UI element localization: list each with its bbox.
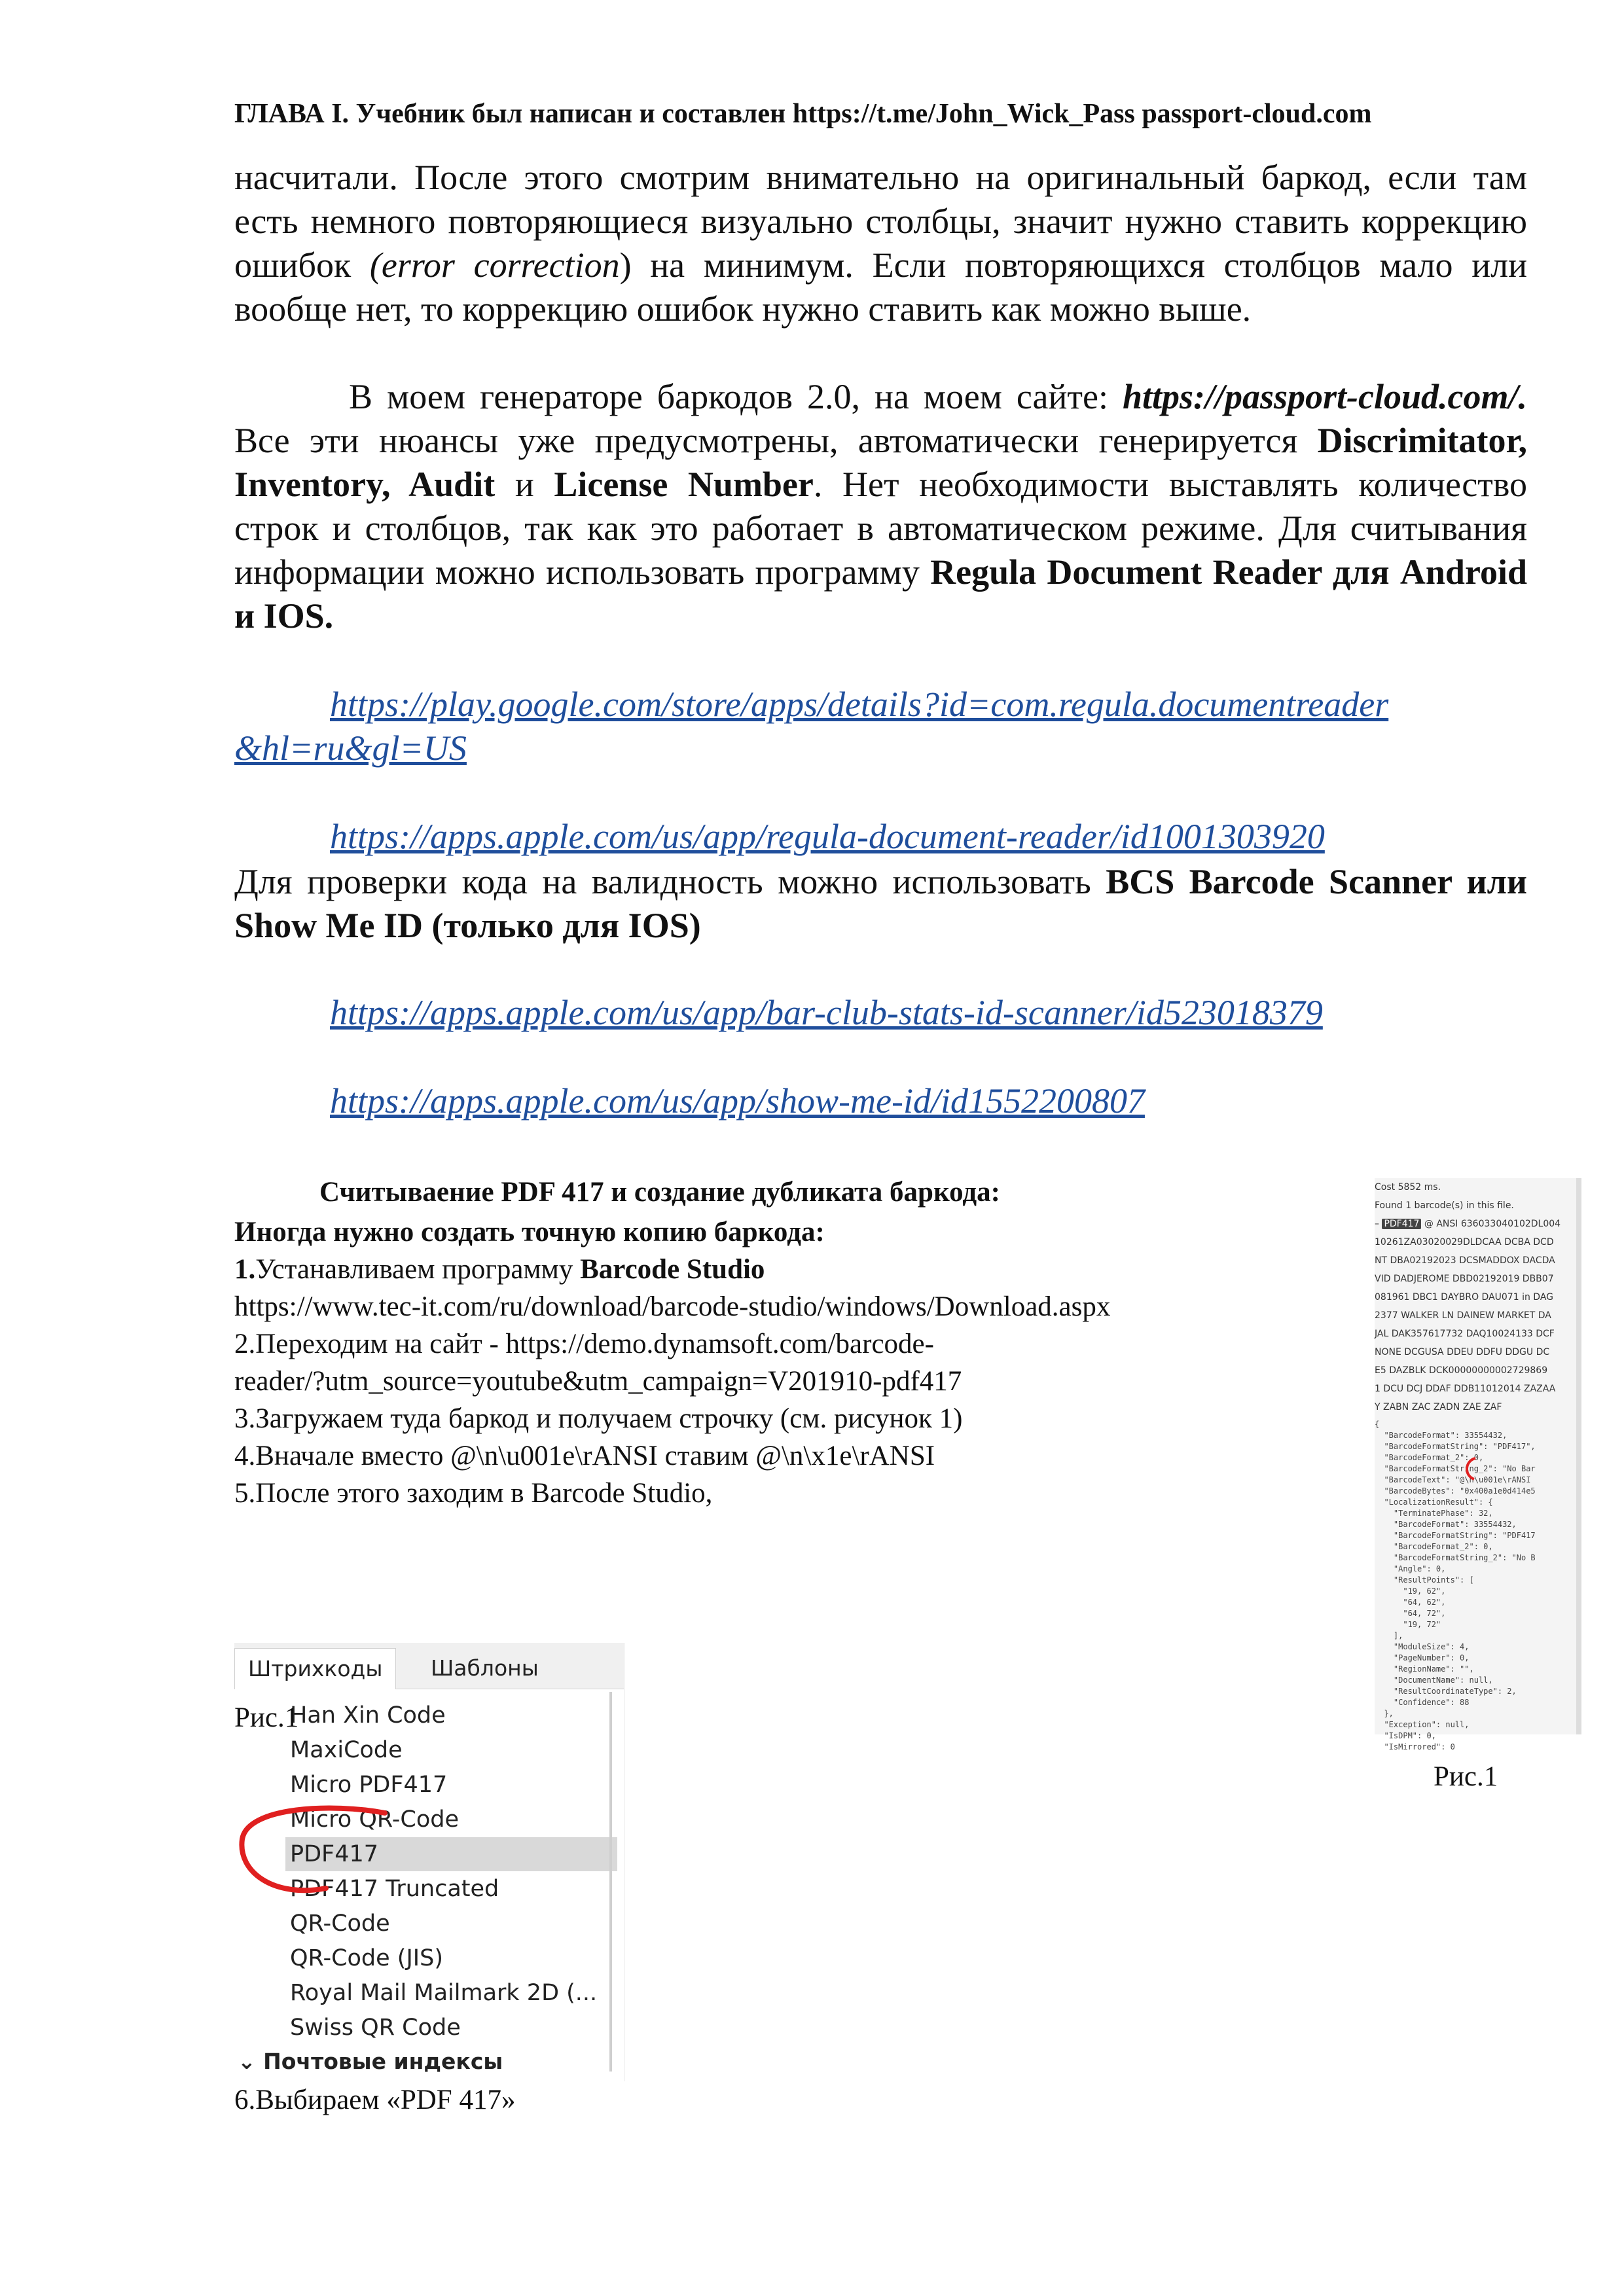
step-1-url[interactable]: https://www.tec-it.com/ru/download/barcode-studio/windows/Download.aspx xyxy=(234,1291,1111,1322)
link-bar-club[interactable]: https://apps.apple.com/us/app/bar-club-stats-id-scanner/id523018379 xyxy=(330,993,1323,1032)
steps-intro: Иногда нужно создать точную копию баркода: xyxy=(234,1217,825,1247)
list-item-swiss-qr[interactable]: Swiss QR Code xyxy=(290,2015,461,2041)
p2-text-b: Все эти нюансы уже предусмотрены, автоматически генерируется xyxy=(234,421,1318,460)
console-line-0: – PDF417 @ ANSI 636033040102DL004 xyxy=(1375,1219,1561,1229)
group-postal-codes-label: Почтовые индексы xyxy=(263,2049,503,2074)
p1-text-a: насчитали. После этого смотрим внимательно на оригинальный баркод, если там есть немного повторяющиеся визуально столбцы, значит нужно ставить коррекцию ошибок xyxy=(234,158,1527,285)
step-3: 3.Загружаем туда баркод и получаем строчку (см. рисунок 1) xyxy=(234,1403,963,1434)
page-header: ГЛАВА I. Учебник был написан и составлен https://t.me/John_Wick_Pass passport-cloud.com xyxy=(234,99,1372,129)
link-show-me-id[interactable]: https://apps.apple.com/us/app/show-me-id/id1552200807 xyxy=(330,1081,1145,1121)
console-line-9: 1 DCU DCJ DDAF DDB11012014 ZAZAA xyxy=(1375,1384,1556,1394)
console-screenshot xyxy=(1375,1178,1581,1751)
console-json: { "BarcodeFormat": 33554432, "BarcodeFormatString": "PDF417", "BarcodeFormat_2": 0, "BarcodeFormatString_2": "No Bar "BarcodeText": "@\n\u001e\rANSI "BarcodeBytes": "0x400a1e0d414e5 "LocalizationResult": { "TerminatePhase": 32, "BarcodeFormat": 33554432, "BarcodeFormatString": "PDF417 "BarcodeFormat_2": 0, "BarcodeFormatString_2": "No B "Angle": 0, "ResultPoints": [ "19, 62", "64, 62", "64, 72", "19, 72" ], "ModuleSize": 4, "PageNumber": 0, "RegionName": "", "DocumentName": null, "ResultCoordinateType": 2, "Confidence": 88 }, "Exception": null, "IsDPM": 0, "IsMirrored": 0 xyxy=(1375,1420,1536,1751)
step-1-text: Устанавливаем программу xyxy=(255,1254,581,1285)
console-line-7: NONE DCGUSA DDEU DDFU DDGU DC xyxy=(1375,1347,1550,1357)
list-item-pdf417[interactable]: PDF417 xyxy=(285,1837,617,1871)
red-marker-icon xyxy=(1460,1456,1479,1482)
chevron-down-icon: ⌄ xyxy=(238,2049,264,2074)
p2-bold-b: License Number xyxy=(554,465,814,504)
console-tag: PDF417 xyxy=(1382,1219,1421,1229)
p2-bold-a: Discrimitator, Inventory, Audit xyxy=(234,421,1527,504)
studio-tabs xyxy=(234,1643,624,1689)
figure-label-right: Рис.1 xyxy=(1434,1761,1498,1792)
list-item-micro-pdf417[interactable]: Micro PDF417 xyxy=(290,1772,448,1798)
p3-text: Для проверки кода на валидность можно использовать xyxy=(234,862,1106,901)
paragraph-validation xyxy=(234,860,1527,948)
link-google-play-1[interactable]: https://play.google.com/store/apps/details?id=com.regula.documentreader xyxy=(330,685,1389,724)
p2-text-a: В моем генераторе баркодов 2.0, на моем сайте: xyxy=(349,377,1123,416)
step-1-bold: Barcode Studio xyxy=(580,1254,765,1285)
list-item-pdf417-truncated[interactable]: PDF417 Truncated xyxy=(290,1876,499,1902)
list-item-han-xin[interactable]: Han Xin Code xyxy=(290,1702,446,1729)
section-title: Считываение PDF 417 и создание дубликата баркода: xyxy=(319,1177,1001,1208)
console-line-4: 081961 DBC1 DAYBRO DAU071 in DAG xyxy=(1375,1292,1553,1302)
group-postal-codes[interactable] xyxy=(238,2049,503,2074)
console-line-2: NT DBA02192023 DCSMADDOX DACDA xyxy=(1375,1255,1555,1266)
p1-text-b: ) на минимум. Если повторяющихся столбцов мало или вообще нет, то коррекцию ошибок нужно ставить как можно выше. xyxy=(234,245,1527,329)
console-line-5: 2377 WALKER LN DAINEW MARKET DA xyxy=(1375,1310,1551,1321)
list-item-maxicode[interactable]: MaxiCode xyxy=(290,1737,403,1763)
console-line-8: E5 DAZBLK DCK00000000002729869 xyxy=(1375,1365,1548,1376)
link-apple-regula[interactable]: https://apps.apple.com/us/app/regula-document-reader/id1001303920 xyxy=(330,817,1325,856)
studio-scrollbar[interactable] xyxy=(609,1692,612,2072)
tab-barcodes[interactable]: Штрихкоды xyxy=(234,1648,396,1689)
console-cost: Cost 5852 ms. xyxy=(1375,1182,1441,1193)
p3-bold: BCS Barcode Scanner или Show Me ID (только для IOS) xyxy=(234,862,1527,945)
console-line-1: 10261ZA03020029DLDCAA DCBA DCD xyxy=(1375,1237,1554,1247)
paragraph-error-correction xyxy=(234,156,1527,331)
step-2-line-b: reader/?utm_source=youtube&utm_campaign=V201910-pdf417 xyxy=(234,1366,962,1397)
p1-italic: (error correction xyxy=(369,245,620,285)
link-google-play-2[interactable]: &hl=ru&gl=US xyxy=(234,728,467,768)
p2-text-d: . Нет необходимости выставлять количество строк и столбцов, так как это работает в автоматическом режиме. Для считывания информации можно использовать программу xyxy=(234,465,1527,592)
figure-label-left: Рис.1 xyxy=(234,1702,299,1733)
list-item-micro-qr[interactable]: Micro QR-Code xyxy=(290,1806,460,1833)
console-line-10: Y ZABN ZAC ZADN ZAE ZAF xyxy=(1375,1402,1502,1412)
steps-list xyxy=(234,1213,1347,1512)
p2-text-c: и xyxy=(495,465,554,504)
p2-bold-c: Regula Document Reader для Android и IOS. xyxy=(234,552,1527,636)
list-item-qr-code[interactable]: QR-Code xyxy=(290,1910,390,1937)
paragraph-generator xyxy=(234,375,1527,638)
tab-templates[interactable]: Шаблоны xyxy=(431,1655,539,1681)
console-line-6: JAL DAK357617732 DAQ10024133 DCF xyxy=(1375,1329,1555,1339)
step-5: 5.После этого заходим в Barcode Studio, xyxy=(234,1478,713,1509)
red-circle-annotation xyxy=(234,1800,405,1905)
list-item-royal-mail[interactable]: Royal Mail Mailmark 2D (... xyxy=(290,1980,598,2006)
step-2-line-a: 2.Переходим на сайт - https://demo.dynamsoft.com/barcode- xyxy=(234,1329,934,1359)
console-found: Found 1 barcode(s) in this file. xyxy=(1375,1200,1514,1211)
list-item-qr-code-jis[interactable]: QR-Code (JIS) xyxy=(290,1945,443,1971)
p2-site-link[interactable]: https://passport-cloud.com/. xyxy=(1122,377,1527,416)
step-6: 6.Выбираем «PDF 417» xyxy=(234,2085,516,2115)
step-4: 4.Вначале вместо @\n\u001e\rANSI ставим @\n\x1e\rANSI xyxy=(234,1441,935,1471)
step-1-num: 1. xyxy=(234,1254,256,1285)
console-line-3: VID DADJEROME DBD02192019 DBB07 xyxy=(1375,1274,1554,1284)
console-scrollbar[interactable] xyxy=(1576,1178,1581,1734)
